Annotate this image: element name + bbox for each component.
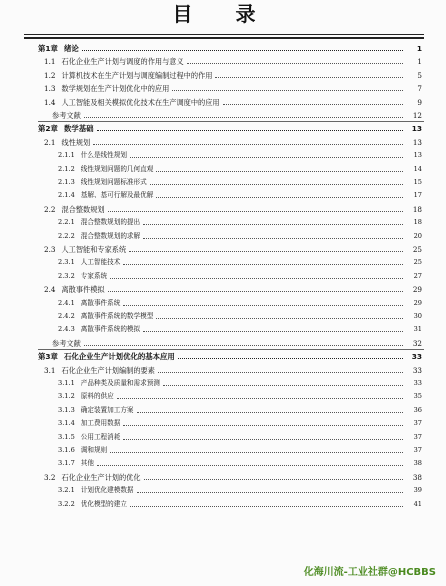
leader-dots: [130, 156, 403, 158]
leader-dots: [93, 143, 403, 145]
leader-dots: [123, 438, 403, 440]
toc-entry-title: 离散事件系统: [80, 298, 121, 307]
leader-dots: [215, 76, 403, 78]
toc-entry-row[interactable]: [0, 55, 446, 68]
toc-chapter-row[interactable]: [0, 122, 446, 135]
toc-entry-row[interactable]: [0, 96, 446, 109]
toc-entry-number: 2.2: [44, 204, 56, 214]
toc-entry-number: 2.1.1: [58, 151, 75, 160]
toc-entry-row[interactable]: [0, 136, 446, 149]
title-rule-thick: [24, 37, 424, 39]
toc-entry-row[interactable]: [0, 203, 446, 216]
toc-entry-title: 混合整数规划: [61, 204, 105, 214]
toc-entry-title: 离散事件模拟: [61, 285, 105, 295]
leader-dots: [156, 170, 403, 172]
toc-entry-row[interactable]: [0, 364, 446, 377]
leader-dots: [178, 357, 403, 359]
toc-entry-title: 数学基础: [63, 124, 94, 134]
toc-entry-row[interactable]: [0, 82, 446, 95]
toc-chapter-row[interactable]: [0, 350, 446, 363]
toc-entry-number: 2.1.2: [58, 164, 75, 173]
toc-entry-title: 调和规则: [80, 446, 108, 454]
toc-entry-number: 3.2.2: [58, 499, 75, 508]
toc-entry-title: 公用工程消耗: [80, 432, 121, 441]
toc-entry-title: 参考文献: [52, 111, 81, 120]
toc-entry-row[interactable]: [0, 176, 446, 189]
toc-entry-number: 1.3: [44, 84, 56, 94]
leader-dots: [143, 223, 403, 225]
toc-entry-title: 石化企业生产计划与调度的作用与意义: [61, 57, 184, 67]
toc-page-number: 36: [413, 405, 422, 414]
toc-entry-number: 2.4.2: [58, 312, 75, 320]
toc-entry-row[interactable]: [0, 310, 446, 323]
toc-entry-row[interactable]: [0, 323, 446, 336]
leader-dots: [129, 250, 403, 252]
watermark: 化海川流-工业社群@HCBBS: [303, 567, 436, 578]
toc-entry-row[interactable]: [0, 243, 446, 256]
toc-entry-number: 第1章: [38, 44, 58, 53]
toc-entry-number: 3.1.6: [58, 446, 75, 454]
leader-dots: [110, 277, 403, 279]
toc-page-number: 38: [413, 459, 422, 468]
toc-page-number: 37: [413, 446, 422, 454]
toc-page-number: 13: [412, 137, 422, 147]
toc-page-number: 27: [413, 271, 422, 280]
toc-entry-number: 3.2: [44, 472, 56, 482]
title-rule-thin: [24, 34, 424, 35]
toc-entry-number: 2.3.1: [58, 258, 75, 267]
toc-entry-title: 加工费用数据: [80, 419, 121, 428]
toc-entry-title: 产品种类及质量和需求预测: [80, 379, 160, 387]
toc-entry-title: 石化企业生产计划的优化: [61, 472, 141, 482]
toc-entry-row[interactable]: [0, 498, 446, 511]
toc-entry-number: 3.2.1: [58, 486, 75, 495]
toc-entry-row[interactable]: [0, 457, 446, 470]
toc-page-number: 1: [416, 44, 422, 53]
toc-entry-title: 离散事件系统的数学模型: [80, 312, 154, 320]
toc-entry-title: 数学规划在生产计划优化中的应用: [61, 84, 170, 94]
toc-entry-title: 石化企业生产计划优化的基本应用: [63, 352, 175, 362]
toc-entry-title: 石化企业生产计划编制的要素: [61, 365, 155, 375]
toc-entry-number: 3.1.1: [58, 379, 75, 387]
leader-dots: [130, 505, 403, 507]
toc-entry-row[interactable]: [0, 163, 446, 176]
leader-dots: [137, 411, 403, 413]
toc-entry-row[interactable]: [0, 256, 446, 269]
leader-dots: [156, 317, 403, 319]
toc-page-number: 33: [412, 365, 422, 375]
toc-page-number: 12: [412, 111, 422, 120]
toc-entry-title: 线性规划问题标准形式: [80, 178, 147, 186]
toc-page-number: 30: [413, 312, 422, 320]
leader-dots: [82, 49, 403, 51]
toc-entry-row[interactable]: [0, 390, 446, 403]
toc-page-number: 37: [413, 419, 422, 428]
toc-page-number: 32: [412, 338, 422, 348]
leader-dots: [84, 344, 403, 346]
toc-entry-number: 第2章: [38, 124, 58, 134]
leader-dots: [143, 237, 403, 239]
toc-entry-title: 参考文献: [52, 338, 81, 348]
toc-entry-title: 绪论: [63, 44, 79, 53]
leader-dots: [172, 89, 403, 91]
toc-entry-title: 混合整数规划的提出: [80, 218, 141, 227]
toc-entry-number: 2.3.2: [58, 271, 75, 280]
toc-entry-row[interactable]: [0, 404, 446, 417]
toc-entry-title: 基解、基可行解及最优解: [80, 191, 154, 200]
leader-dots: [97, 129, 403, 131]
toc-page-number: 29: [413, 298, 422, 307]
toc-entry-row[interactable]: [0, 189, 446, 202]
toc-entry-number: 第3章: [38, 352, 58, 362]
leader-dots: [97, 464, 403, 466]
toc-page-number: 7: [417, 84, 422, 94]
toc-entry-title: 什么是线性规划: [80, 151, 127, 160]
leader-dots: [158, 371, 403, 373]
toc-entry-title: 计划优化建模数据: [80, 486, 134, 495]
toc-entry-row[interactable]: [0, 216, 446, 229]
leader-dots: [123, 263, 403, 265]
toc-entry-number: 2.1.4: [58, 191, 75, 200]
toc-entry-title: 人工智能及相关模拟优化技术在生产调度中的应用: [61, 97, 220, 107]
toc-page-number: 25: [413, 258, 422, 267]
toc-entry-number: 3.1.5: [58, 432, 75, 441]
toc-page-number: 5: [417, 70, 422, 80]
toc-entry-number: 2.4: [44, 285, 56, 295]
toc-entry-title: 计算机技术在生产计划与调度编制过程中的作用: [61, 70, 213, 80]
toc-entry-number: 1.1: [44, 57, 56, 67]
toc-entry-number: 1.4: [44, 97, 56, 107]
toc-entry-row[interactable]: [0, 471, 446, 484]
toc-entry-title: 原料的供应: [80, 392, 114, 401]
toc-page-number: 35: [413, 392, 422, 401]
leader-dots: [223, 103, 403, 105]
toc-entry-number: 2.3: [44, 245, 56, 254]
toc-entry-number: 2.4.3: [58, 325, 75, 334]
toc-chapter-row[interactable]: [0, 42, 446, 55]
toc-entry-title: 人工智能和专家系统: [61, 245, 127, 254]
toc-entry-title: 优化模型的建立: [80, 499, 127, 508]
leader-dots: [123, 304, 403, 306]
toc-entry-title: 混合整数规划的求解: [80, 231, 141, 240]
toc-page-number: 33: [413, 379, 422, 387]
toc-entry-number: 2.2.2: [58, 231, 75, 240]
toc-page-number: 38: [412, 472, 422, 482]
toc-page-number: 13: [411, 124, 422, 134]
toc-page-number: 20: [413, 231, 422, 240]
leader-dots: [143, 330, 403, 332]
toc-entry-row[interactable]: [0, 417, 446, 430]
toc-page-number: 29: [412, 285, 422, 295]
toc-entry-number: 3.1: [44, 365, 56, 375]
toc-entry-number: 1.2: [44, 70, 56, 80]
leader-dots: [117, 397, 403, 399]
toc-entry-number: 3.1.7: [58, 459, 75, 468]
toc-reference-row[interactable]: [0, 337, 446, 350]
toc-page-number: 13: [413, 151, 422, 160]
toc-entry-row[interactable]: [0, 283, 446, 296]
leader-dots: [187, 62, 403, 64]
leader-dots: [150, 183, 403, 185]
toc-page-number: 1: [417, 57, 422, 67]
toc-entry-number: 3.1.3: [58, 405, 75, 414]
toc-page-number: 25: [412, 245, 422, 254]
toc-reference-row[interactable]: [0, 109, 446, 122]
toc-page-number: 33: [411, 352, 422, 362]
page-title: 目 录: [172, 2, 274, 26]
toc-page-number: 31: [413, 325, 422, 334]
toc-entry-number: 2.1.3: [58, 178, 75, 186]
toc-entry-row[interactable]: [0, 149, 446, 162]
leader-dots: [108, 290, 403, 292]
toc-entry-number: 2.4.1: [58, 298, 75, 307]
toc-entry-number: 3.1.4: [58, 419, 75, 428]
leader-dots: [144, 478, 403, 480]
toc-entry-number: 2.1: [44, 137, 56, 147]
toc-entry-number: 3.1.2: [58, 392, 75, 401]
toc-entry-row[interactable]: [0, 297, 446, 310]
toc-entry-row[interactable]: [0, 230, 446, 243]
leader-dots: [156, 196, 403, 198]
toc-entry-row[interactable]: [0, 69, 446, 82]
toc-entry-title: 线性规划: [61, 137, 91, 147]
leader-dots: [108, 210, 403, 212]
toc-entry-row[interactable]: [0, 377, 446, 390]
toc-page-number: 41: [413, 499, 422, 508]
toc-entry-title: 人工智能技术: [80, 258, 121, 267]
leader-dots: [84, 116, 403, 118]
toc-page-number: 18: [413, 218, 422, 227]
leader-dots: [123, 424, 403, 426]
toc-entry-title: 离散事件系统的模拟: [80, 325, 141, 334]
toc-page-number: 39: [413, 486, 422, 495]
toc-page-number: 14: [413, 164, 422, 173]
toc-entry-title: 确定装置加工方案: [80, 405, 134, 414]
toc-entry-title: 线性规划问题的几何直观: [80, 164, 154, 173]
toc-page-number: 18: [412, 204, 422, 214]
toc-entry-title: 专家系统: [80, 271, 108, 280]
toc-entry-row[interactable]: [0, 270, 446, 283]
toc-page-number: 15: [413, 178, 422, 186]
toc-entry-title: 其他: [80, 459, 94, 468]
leader-dots: [137, 491, 403, 493]
toc-entry-row[interactable]: [0, 444, 446, 457]
toc-page-number: 37: [413, 432, 422, 441]
toc-page-number: 17: [413, 191, 422, 200]
leader-dots: [163, 384, 403, 386]
toc-entry-row[interactable]: [0, 431, 446, 444]
toc-page-number: 9: [417, 97, 422, 107]
leader-dots: [110, 451, 403, 453]
toc-entry-number: 2.2.1: [58, 218, 75, 227]
toc-entry-row[interactable]: [0, 484, 446, 497]
